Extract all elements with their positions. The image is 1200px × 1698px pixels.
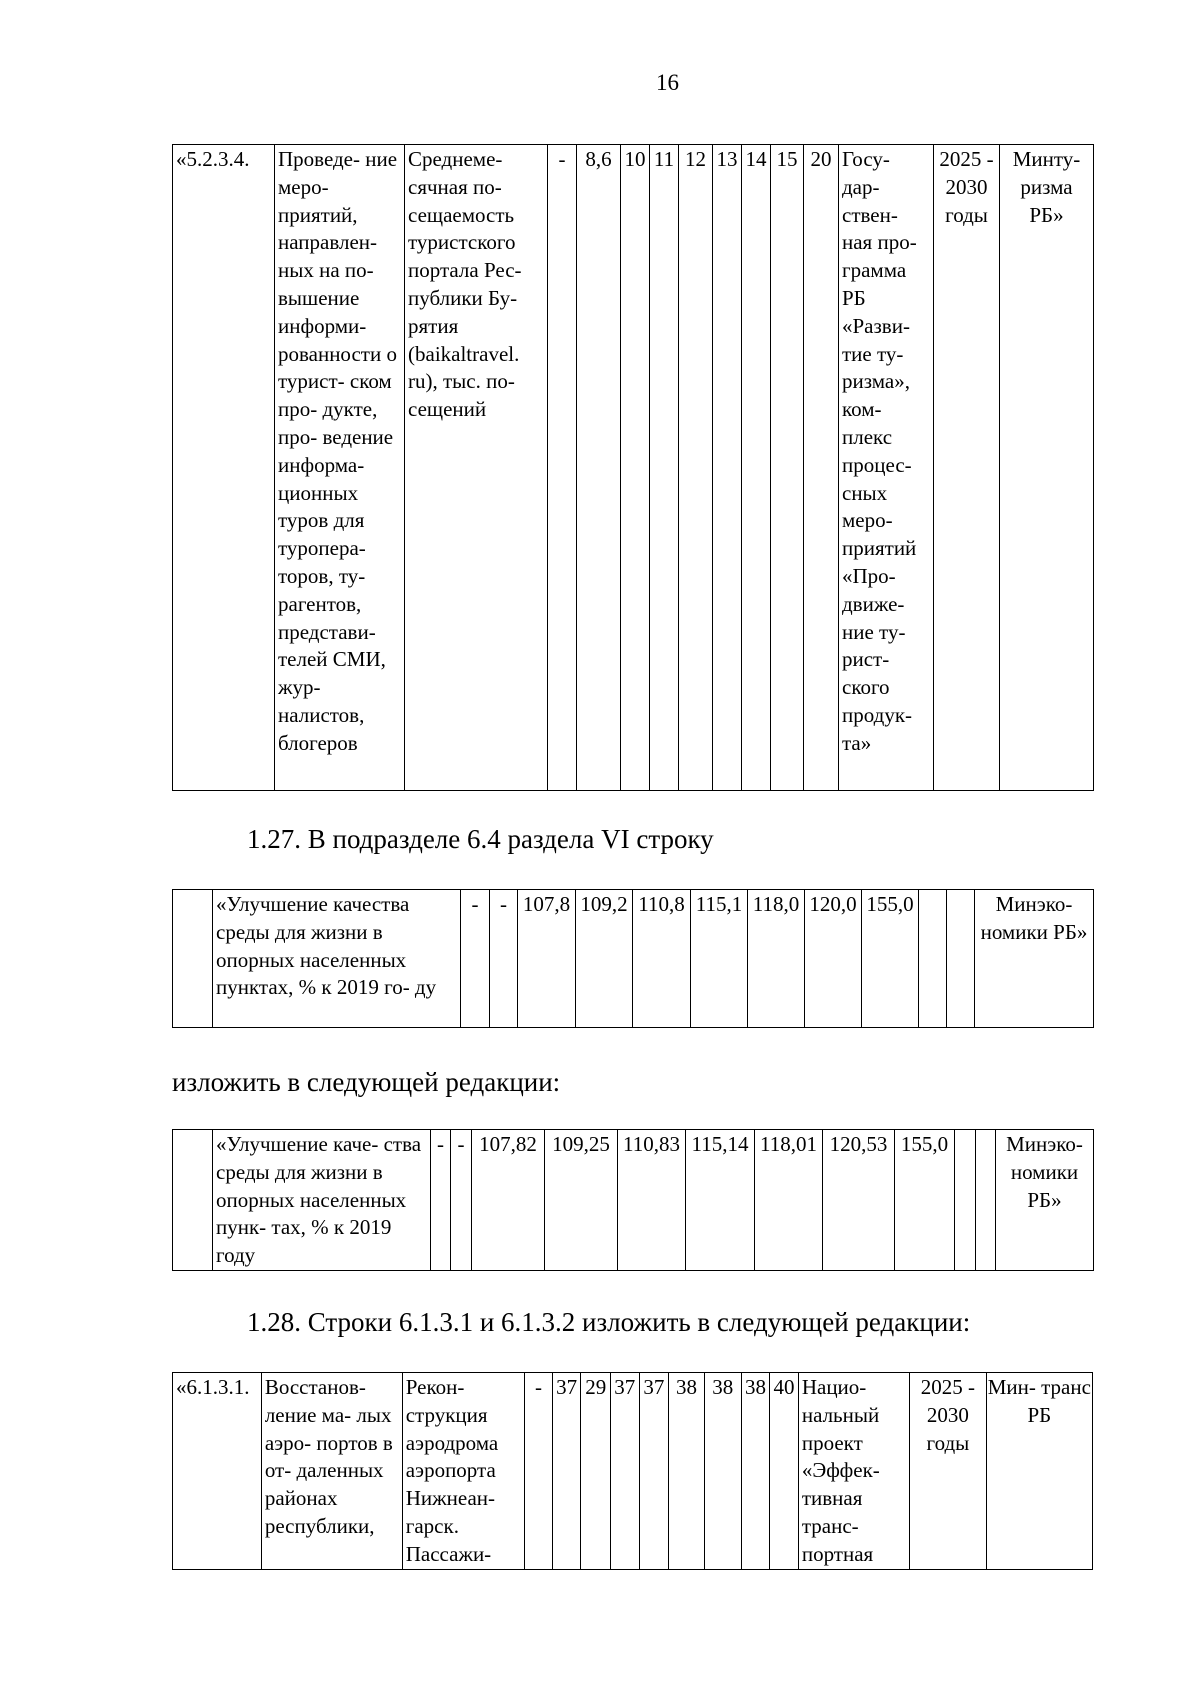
value-cell: 110,8	[633, 890, 691, 1028]
value-cell: -	[490, 890, 518, 1028]
value-cell: 120,53	[823, 1130, 895, 1271]
row-code	[173, 1130, 213, 1271]
value-cell: -	[548, 145, 577, 791]
paragraph-1-28: 1.28. Строки 6.1.3.1 и 6.1.3.2 изложить в следующей редакции:	[247, 1307, 971, 1337]
table-row-6-1-3-1	[172, 1372, 1093, 1570]
executor: Мин- транс РБ	[986, 1373, 1092, 1570]
value-cell: -	[461, 890, 490, 1028]
value-cell: 10	[621, 145, 650, 791]
executor: Минэко- номики РБ»	[975, 890, 1094, 1028]
funding-source: Госу- дар- ствен- ная про- грамма РБ «Разви- тие ту- ризма», ком- плекс процес- сных меро- приятий «Про- движе- ние ту- рист- ского продук- та»	[839, 145, 934, 791]
value-cell: 109,25	[545, 1130, 618, 1271]
value-cell: 115,14	[686, 1130, 755, 1271]
value-cell: 40	[770, 1373, 799, 1570]
activity-name: Восстанов- ление ма- лых аэро- портов в от- даленных районах республики,	[261, 1373, 402, 1570]
indicator-name: Среднеме- сячная по- сещаемость туристского портала Рес- публики Бу- рятия (baikaltravel. ru), тыс. по- сещений	[405, 145, 548, 791]
paragraph-1-27: 1.27. В подразделе 6.4 раздела VI строку	[247, 824, 714, 854]
value-cell: 20	[804, 145, 839, 791]
value-cell: 8,6	[577, 145, 621, 791]
page-number: 16	[656, 70, 679, 95]
value-cell: 107,82	[472, 1130, 545, 1271]
row-code: «6.1.3.1.	[173, 1373, 262, 1570]
indicator-name: Рекон- струкция аэродрома аэропорта Нижнеан- гарск. Пассажи-	[402, 1373, 525, 1570]
indicator-name: «Улучшение качества среды для жизни в опорных населенных пунктах, % к 2019 го- ду	[213, 890, 461, 1028]
value-cell: 155,0	[862, 890, 919, 1028]
value-cell: 118,0	[748, 890, 805, 1028]
empty-cell	[976, 1130, 996, 1271]
activity-name: Проведе- ние меро- приятий, направлен- ных на по- вышение информи- рованности о турист- ском про- дукте, про- ведение информа- ционных туров для туропера- торов, ту- рагентов, представи- телей СМИ, жур- налистов, блогеров	[275, 145, 405, 791]
value-cell: 29	[581, 1373, 611, 1570]
period: 2025 - 2030 годы	[934, 145, 1000, 791]
value-cell: 109,2	[576, 890, 633, 1028]
value-cell: -	[525, 1373, 553, 1570]
row-code	[173, 890, 213, 1028]
value-cell: 110,83	[618, 1130, 686, 1271]
value-cell: 37	[639, 1373, 669, 1570]
table-row-5-2-3-4	[172, 144, 1094, 791]
funding-source: Нацио- нальный проект «Эффек- тивная транс- портная	[798, 1373, 909, 1570]
empty-cell	[919, 890, 947, 1028]
table-new-row	[172, 1129, 1094, 1271]
paragraph-izlozhit: изложить в следующей редакции:	[172, 1067, 561, 1097]
value-cell: -	[431, 1130, 451, 1271]
value-cell: 155,0	[895, 1130, 955, 1271]
period: 2025 - 2030 годы	[910, 1373, 987, 1570]
value-cell: 38	[704, 1373, 741, 1570]
empty-cell	[947, 890, 975, 1028]
value-cell: 15	[771, 145, 804, 791]
value-cell: 107,8	[518, 890, 576, 1028]
value-cell: 12	[679, 145, 713, 791]
value-cell: -	[451, 1130, 472, 1271]
value-cell: 120,0	[805, 890, 862, 1028]
value-cell: 115,1	[691, 890, 748, 1028]
empty-cell	[955, 1130, 976, 1271]
value-cell: 37	[552, 1373, 581, 1570]
value-cell: 38	[669, 1373, 705, 1570]
value-cell: 14	[742, 145, 771, 791]
value-cell: 11	[650, 145, 679, 791]
value-cell: 38	[741, 1373, 770, 1570]
row-code: «5.2.3.4.	[173, 145, 275, 791]
executor: Минэко- номики РБ»	[996, 1130, 1094, 1271]
indicator-name: «Улучшение каче- ства среды для жизни в опорных населенных пунк- тах, % к 2019 году	[213, 1130, 431, 1271]
value-cell: 118,01	[755, 1130, 823, 1271]
value-cell: 37	[611, 1373, 640, 1570]
value-cell: 13	[713, 145, 742, 791]
executor: Минту- ризма РБ»	[1000, 145, 1094, 791]
table-old-row	[172, 889, 1094, 1028]
